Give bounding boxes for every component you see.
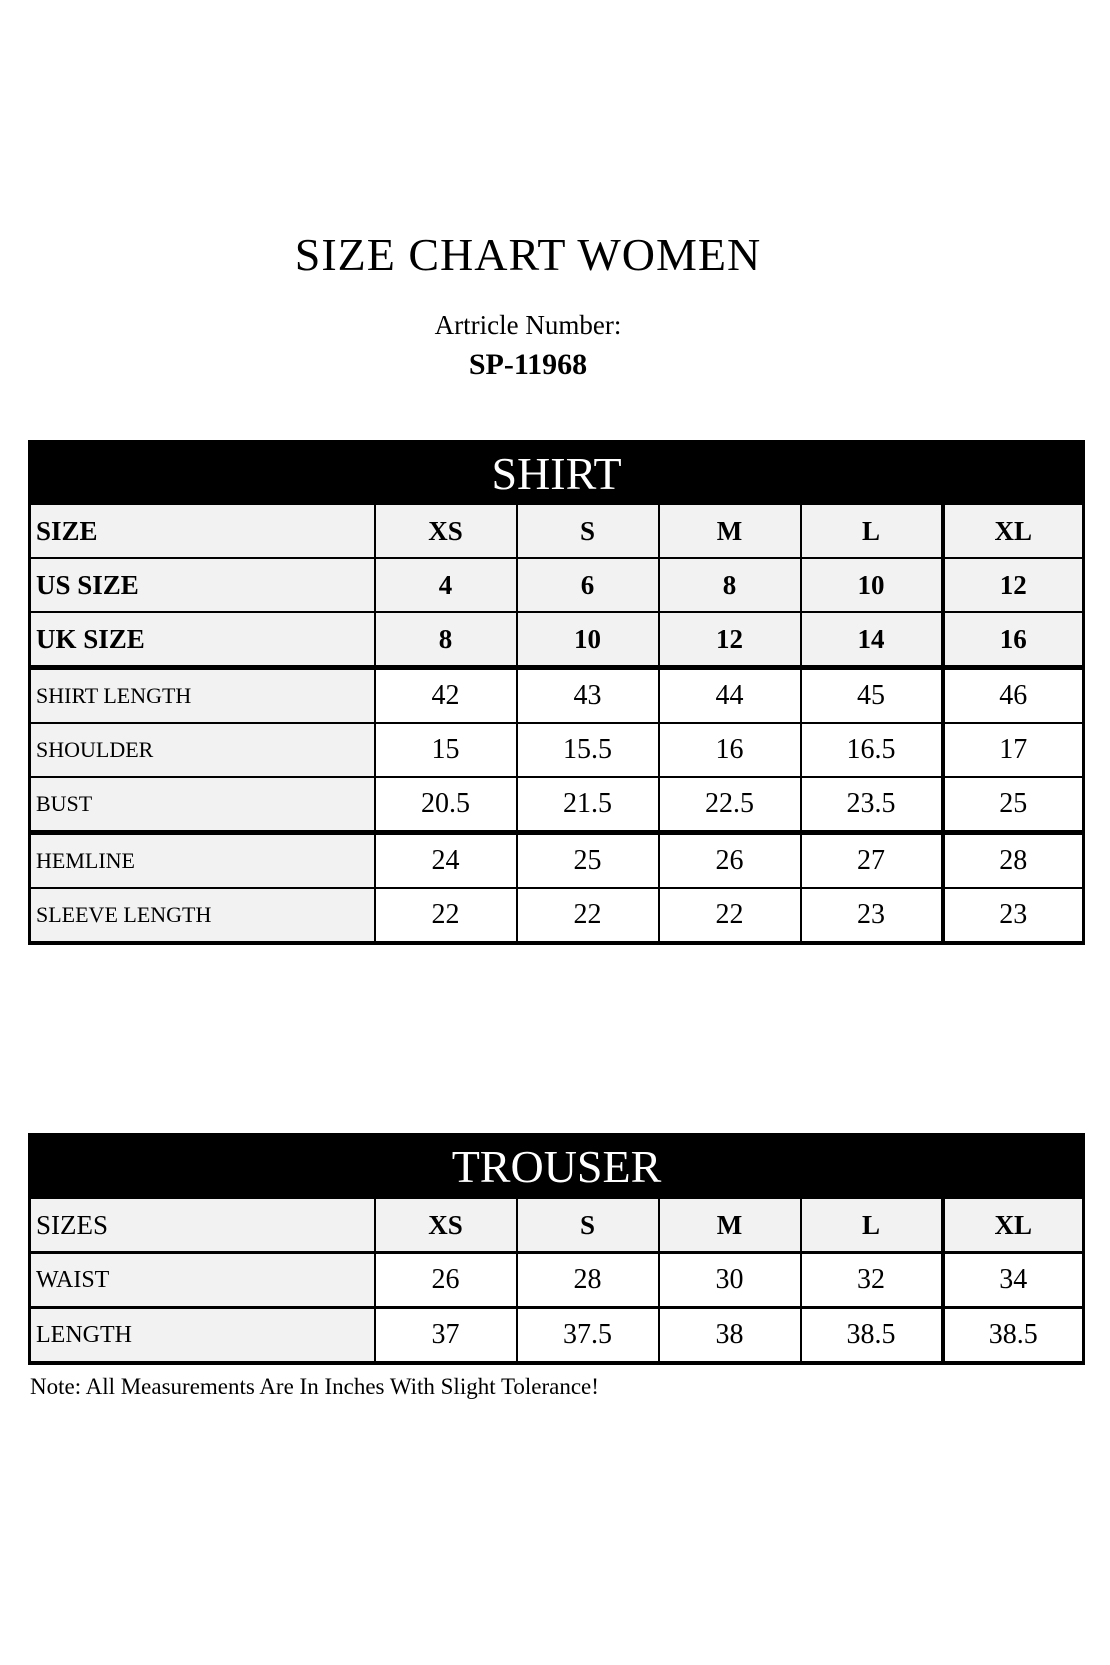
value-cell: 8: [659, 558, 801, 612]
size-cell: S: [517, 1198, 659, 1253]
page-title: SIZE CHART WOMEN: [294, 229, 762, 280]
table-row: [30, 612, 1084, 668]
shirt-size-table: [28, 440, 1085, 945]
value-cell: 24: [375, 833, 517, 889]
size-cell: M: [659, 504, 801, 558]
table-row: [30, 1308, 1084, 1364]
measurements-note: Note: All Measurements Are In Inches With Slight Tolerance!: [30, 1374, 599, 1399]
row-label-cell: BUST: [30, 777, 375, 833]
value-cell: 30: [659, 1253, 801, 1308]
value-cell: 27: [801, 833, 943, 889]
value-cell: 12: [659, 612, 801, 668]
value-cell: 22: [659, 888, 801, 943]
value-cell: 10: [517, 612, 659, 668]
table-row: [30, 1198, 1084, 1253]
value-cell: 21.5: [517, 777, 659, 833]
value-cell: 45: [801, 668, 943, 724]
size-cell: L: [801, 504, 943, 558]
table-row: [30, 1253, 1084, 1308]
trouser-size-table: [28, 1133, 1085, 1365]
article-number-label: Artricle Number:: [434, 310, 622, 340]
value-cell: 23.5: [801, 777, 943, 833]
table-row: [30, 668, 1084, 724]
value-cell: 26: [659, 833, 801, 889]
value-cell: 25: [517, 833, 659, 889]
row-label-cell: SHOULDER: [30, 723, 375, 777]
value-cell: 34: [943, 1253, 1084, 1308]
size-cell: XS: [375, 1198, 517, 1253]
row-label-cell: SIZES: [30, 1198, 375, 1253]
value-cell: 26: [375, 1253, 517, 1308]
trouser-table-title: TROUSER: [30, 1135, 1084, 1198]
article-number-value: SP-11968: [468, 348, 588, 381]
value-cell: 8: [375, 612, 517, 668]
row-label-cell: WAIST: [30, 1253, 375, 1308]
value-cell: 38: [659, 1308, 801, 1364]
row-label-cell: HEMLINE: [30, 833, 375, 889]
value-cell: 37: [375, 1308, 517, 1364]
value-cell: 23: [801, 888, 943, 943]
value-cell: 43: [517, 668, 659, 724]
table-row: [30, 504, 1084, 558]
value-cell: 16.5: [801, 723, 943, 777]
size-cell: L: [801, 1198, 943, 1253]
value-cell: 15: [375, 723, 517, 777]
table-row: [30, 723, 1084, 777]
value-cell: 23: [943, 888, 1084, 943]
row-label-cell: LENGTH: [30, 1308, 375, 1364]
value-cell: 16: [659, 723, 801, 777]
row-label-cell: US SIZE: [30, 558, 375, 612]
shirt-table-title: SHIRT: [30, 442, 1084, 505]
size-cell: XL: [943, 504, 1084, 558]
row-label-cell: SHIRT LENGTH: [30, 668, 375, 724]
value-cell: 28: [943, 833, 1084, 889]
size-cell: XL: [943, 1198, 1084, 1253]
value-cell: 44: [659, 668, 801, 724]
value-cell: 4: [375, 558, 517, 612]
value-cell: 20.5: [375, 777, 517, 833]
value-cell: 6: [517, 558, 659, 612]
trouser-table-title-row: [30, 1135, 1084, 1198]
value-cell: 22.5: [659, 777, 801, 833]
value-cell: 14: [801, 612, 943, 668]
table-row: [30, 777, 1084, 833]
size-cell: M: [659, 1198, 801, 1253]
value-cell: 38.5: [943, 1308, 1084, 1364]
value-cell: 17: [943, 723, 1084, 777]
value-cell: 15.5: [517, 723, 659, 777]
row-label-cell: UK SIZE: [30, 612, 375, 668]
size-cell: S: [517, 504, 659, 558]
value-cell: 46: [943, 668, 1084, 724]
row-label-cell: SLEEVE LENGTH: [30, 888, 375, 943]
value-cell: 25: [943, 777, 1084, 833]
row-label-cell: SIZE: [30, 504, 375, 558]
table-row: [30, 888, 1084, 943]
value-cell: 16: [943, 612, 1084, 668]
value-cell: 28: [517, 1253, 659, 1308]
value-cell: 37.5: [517, 1308, 659, 1364]
size-cell: XS: [375, 504, 517, 558]
table-row: [30, 558, 1084, 612]
shirt-table-title-row: [30, 442, 1084, 505]
value-cell: 22: [517, 888, 659, 943]
value-cell: 22: [375, 888, 517, 943]
value-cell: 38.5: [801, 1308, 943, 1364]
value-cell: 42: [375, 668, 517, 724]
value-cell: 10: [801, 558, 943, 612]
value-cell: 12: [943, 558, 1084, 612]
table-row: [30, 833, 1084, 889]
value-cell: 32: [801, 1253, 943, 1308]
